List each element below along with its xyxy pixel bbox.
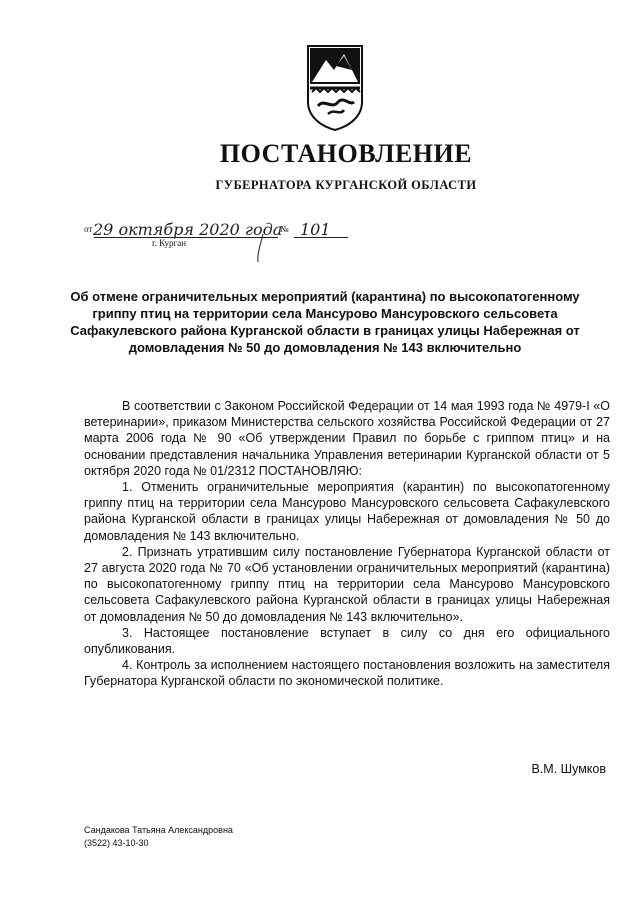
handwritten-stroke-icon: [255, 233, 265, 263]
date-number-line: [84, 220, 354, 264]
date-prefix: от: [84, 224, 93, 234]
executor-phone: (3522) 43-10-30: [84, 838, 149, 848]
number-sign: №: [280, 224, 289, 234]
executor-block: [84, 824, 233, 850]
document-subject: Об отмене ограничительных мероприятий (карантина) по высокопатогенному гриппу птиц на территории села Мансурово Мансуровского сельсовета Сафакулевского района Курганской области в границах улицы Набережная от домовладения № 50 до домовладения № 143 включительно: [70, 289, 580, 355]
document-subtitle: ГУБЕРНАТОРА КУРГАНСКОЙ ОБЛАСТИ: [215, 178, 477, 192]
document-body: [84, 398, 610, 690]
item-4: 4. Контроль за исполнением настоящего постановления возложить на заместителя Губернатора Курганской области по экономической политике.: [84, 658, 610, 689]
item-2: 2. Признать утратившим силу постановление Губернатора Курганской области от 27 августа 2020 года № 70 «Об установлении ограничительных мероприятий (карантина) по высокопатогенному гриппу птиц на территории села Мансурово Мансуровского сельсовета Сафакулевского района Курганской области в границах улицы Набережная от домовладения № 50 до домовладения № 143 включительно».: [84, 544, 610, 624]
executor-name: Сандакова Татьяна Александровна: [84, 825, 233, 835]
city-label: г. Курган: [152, 238, 187, 248]
document-title: ПОСТАНОВЛЕНИЕ: [219, 139, 473, 168]
handwritten-date: 29 октября 2020 года: [93, 220, 283, 239]
item-1: 1. Отменить ограничительные мероприятия (карантин) по высокопатогенному гриппу птиц на территории села Мансурово Мансуровского сельсовета Сафакулевского района Курганской области в границах улицы Набережная от домовладения № 50 до домовладения № 143 включительно.: [84, 480, 610, 543]
signatory-name: В.М. Шумков: [531, 762, 606, 776]
number-underline: [294, 237, 348, 238]
handwritten-number: 101: [300, 220, 331, 239]
preamble-paragraph: В соответствии с Законом Российской Федерации от 14 мая 1993 года № 4979-I «О ветеринарии», приказом Министерства сельского хозяйства Российской Федерации от 27 марта 2006 года № 90 «Об утверждении Правил по борьбе с гриппом птиц» и на основании представления начальника Управления ветеринарии Курганской области от 5 октября 2020 года № 01/2312 ПОСТАНОВЛЯЮ:: [84, 399, 610, 478]
kurgan-coat-of-arms-icon: [306, 44, 364, 132]
item-3: 3. Настоящее постановление вступает в силу со дня его официального опубликования.: [84, 625, 610, 657]
